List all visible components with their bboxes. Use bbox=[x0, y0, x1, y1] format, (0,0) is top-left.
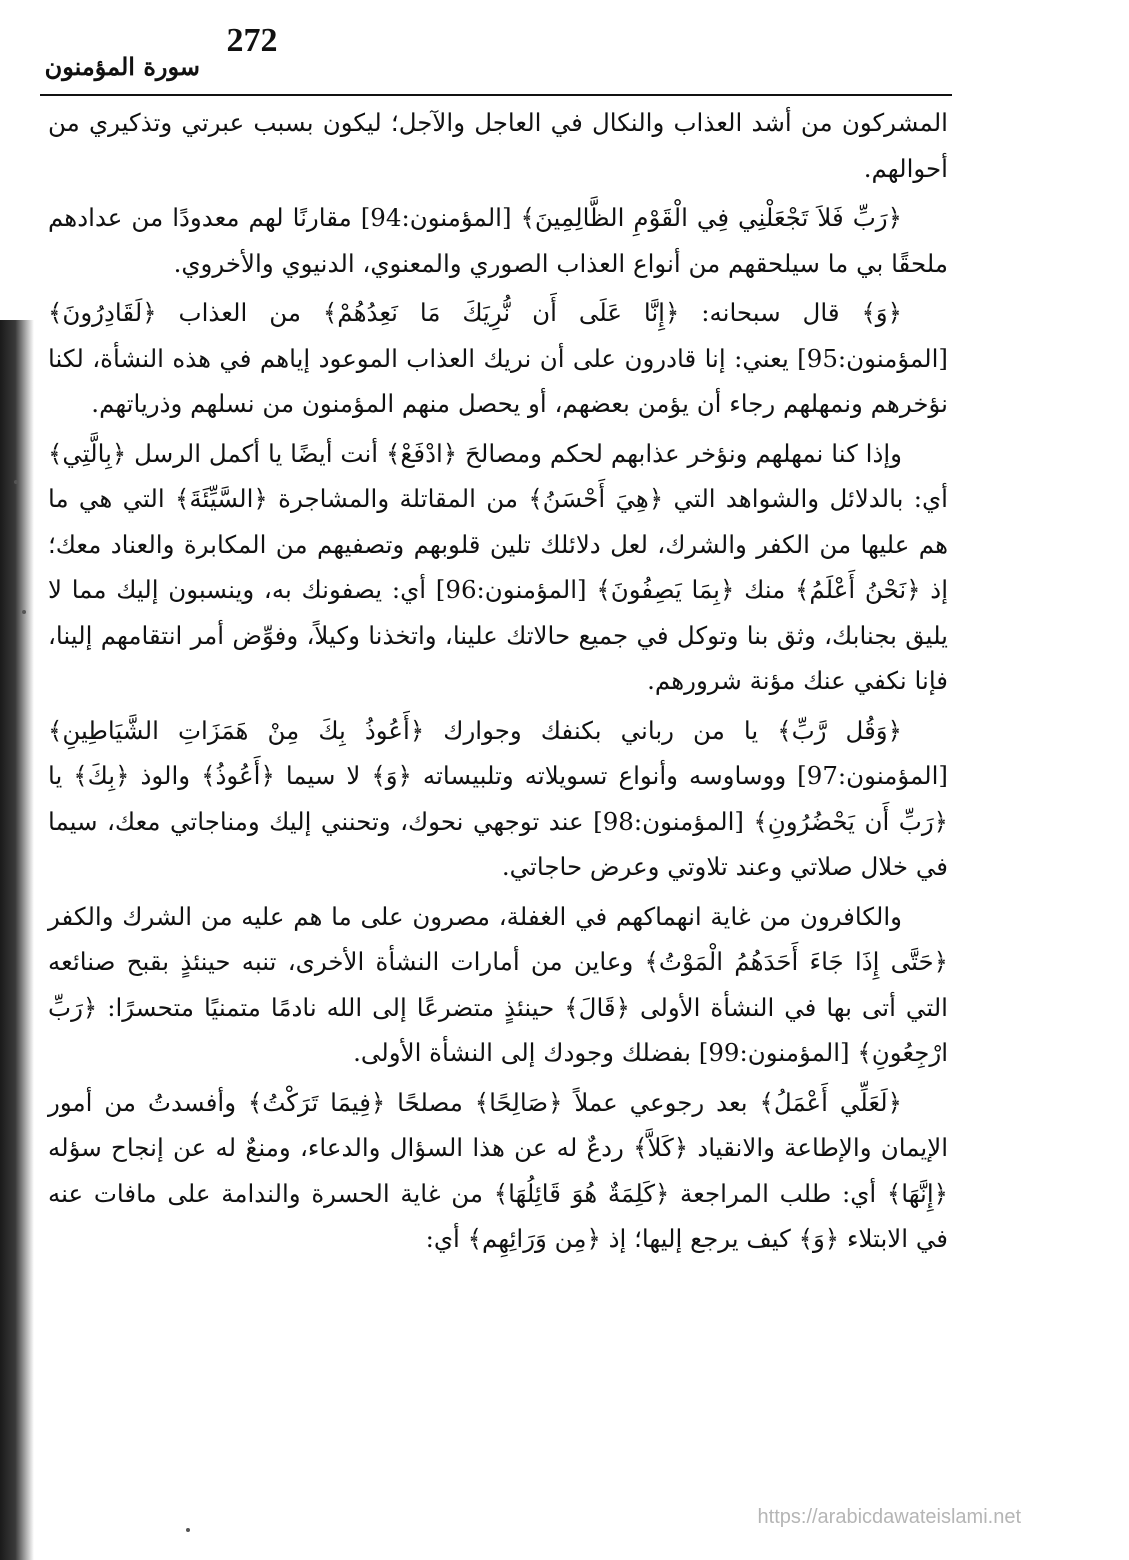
paragraph-1: المشركون من أشد العذاب والنكال في العاجل والآجل؛ ليكون بسبب عبرتي وتذكيري من أحوالهم. bbox=[48, 108, 948, 183]
page-body bbox=[48, 100, 948, 1500]
paragraph-7: ﴿لَعَلِّي أَعْمَلُ﴾ بعد رجوعي عملاً ﴿صَالِحًا﴾ مصلحًا ﴿فِيمَا تَرَكْتُ﴾ وأفسدتُ من أمور الإيمان والإطاعة والانقياد ﴿كَلاَّ﴾ ردعٌ له عن هذا السؤال والدعاء، ومنعٌ له عن إنجاح سؤله ﴿إِنَّهَا﴾ أي: طلب المراجعة ﴿كَلِمَةٌ هُوَ قَائِلُهَا﴾ من غاية الحسرة والندامة على مافات عنه في الابتلاء ﴿وَ﴾ كيف يرجع إليها؛ إذ ﴿مِن وَرَائِهِم﴾ أي: bbox=[48, 1087, 948, 1253]
paragraph-5: ﴿وَقُل رَّبِّ﴾ يا من رباني بكنفك وجوارك ﴿أَعُوذُ بِكَ مِنْ هَمَزَاتِ الشَّيَاطِينِ﴾ [المؤمنون:97] ووساوسه وأنواع تسويلاته وتلبيساته ﴿وَ﴾ لا سيما ﴿أَعُوذُ﴾ والوذ ﴿بِكَ﴾ يا ﴿رَبِّ أَن يَحْضُرُونِ﴾ [المؤمنون:98] عند توجهي نحوك، وتحنني إليك ومناجاتي معك، سيما في خلال صلاتي وعند تلاوتي وعرض حاجاتي. bbox=[48, 715, 949, 881]
scan-speck bbox=[14, 480, 18, 484]
paragraph-3: ﴿وَ﴾ قال سبحانه: ﴿إِنَّا عَلَى أَن نُّرِيَكَ مَا نَعِدُهُمْ﴾ من العذاب ﴿لَقَادِرُونَ﴾ [المؤمنون:95] يعني: إنا قادرون على أن نريك العذاب الموعود إياهم في هذه النشأة، لكنا نؤخرهم ونمهلهم رجاء أن يؤمن بعضهم، أو يحصل منهم المؤمنون من نسلهم وذرياتهم. bbox=[48, 298, 948, 418]
running-title: سورة المؤمنون bbox=[44, 52, 200, 81]
paragraph-6: والكافرون من غاية انهماكهم في الغفلة، مصرون على ما هم عليه من الشرك والكفر ﴿حَتَّى إِذَا جَاءَ أَحَدَهُمُ الْمَوْتُ﴾ وعاين من أمارات النشأة الأخرى، تنبه حينئذٍ بقبح صنائعه التي أتى بها في النشأة الأولى ﴿قَالَ﴾ حينئذٍ متضرعًا إلى الله نادمًا متمنيًا متحسرًا: ﴿رَبِّ ارْجِعُونِ﴾ [المؤمنون:99] بفضلك وجودك إلى النشأة الأولى. bbox=[48, 901, 948, 1067]
header-divider bbox=[40, 94, 952, 96]
scan-speck bbox=[186, 1528, 190, 1532]
page-number: 272 bbox=[226, 22, 278, 59]
page-header bbox=[40, 22, 960, 94]
paragraph-4: وإذا كنا نمهلهم ونؤخر عذابهم لحكم ومصالحَ ﴿ادْفَعْ﴾ أنت أيضًا يا أكمل الرسل ﴿بِالَّتِي﴾ أي: بالدلائل والشواهد التي ﴿هِيَ أَحْسَنُ﴾ من المقاتلة والمشاجرة ﴿السَّيِّئَةَ﴾ التي هي ما هم عليها من الكفر والشرك، لعل دلائلك تلين قلوبهم وتصفيهم من المكابرة والعناد معك؛ إذ ﴿نَحْنُ أَعْلَمُ﴾ منك ﴿بِمَا يَصِفُونَ﴾ [المؤمنون:96] أي: يصفونك به، وينسبون إليك مما لا يليق بجنابك، وثق بنا وتوكل في جميع حالاتك علينا، واتخذنا وكيلاً، وفوِّض أمر انتقامهم إلينا، فإنا نكفي عنك مؤنة شرورهم. bbox=[48, 438, 948, 695]
scan-shadow-edge bbox=[0, 320, 34, 1560]
watermark-url: https://arabicdawateislami.net bbox=[757, 1506, 1021, 1528]
scan-speck bbox=[22, 610, 26, 614]
paragraph-2: ﴿رَبِّ فَلاَ تَجْعَلْنِي فِي الْقَوْمِ الظَّالِمِينَ﴾ [المؤمنون:94] مقارنًا لهم معدودًا من عدادهم ملحقًا بي ما سيلحقهم من أنواع العذاب الصوري والمعنوي، الدنيوي والأخروي. bbox=[48, 203, 948, 278]
